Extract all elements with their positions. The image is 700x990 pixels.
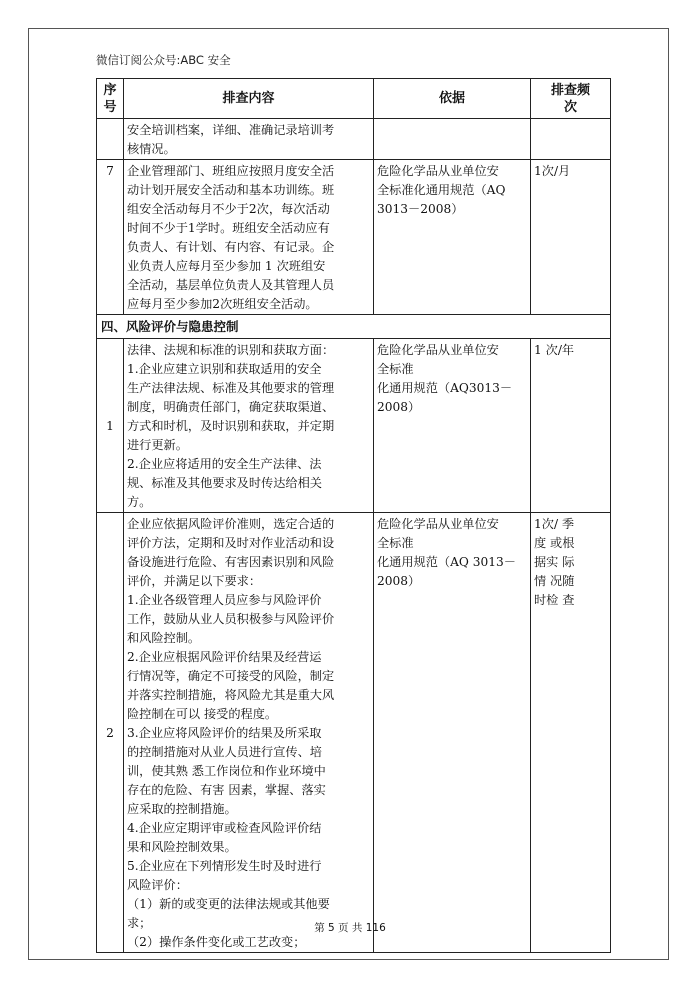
- content-line: 负责人、有计划、有内容、有记录。企: [127, 240, 335, 254]
- content-line: 险控制在可以 接受的程度。: [127, 707, 278, 721]
- column-header-frequency: 排查频 次: [531, 79, 611, 119]
- cell-basis: [374, 119, 531, 160]
- content-line: 应每月至少参加2次班组安全活动。: [127, 297, 318, 311]
- cell-number: 7: [97, 160, 124, 315]
- section-row: [97, 315, 611, 339]
- content-line: 方。: [127, 495, 152, 509]
- cell-number: 2: [97, 513, 124, 953]
- content-line: 业负责人应每月至少参加 1 次班组安: [127, 259, 326, 273]
- page-header: 微信订阅公众号:ABC 安全: [96, 53, 231, 67]
- column-header-basis: 依据: [374, 79, 531, 119]
- frequency-line: 度 或根: [534, 536, 575, 550]
- cell-basis: [374, 160, 531, 315]
- basis-line: 2008）: [377, 400, 421, 414]
- cell-content: [124, 160, 374, 315]
- frequency-line: 1次/ 季: [534, 517, 575, 531]
- content-line: 果和风险控制效果。: [127, 840, 237, 854]
- content-line: 2.企业应将适用的安全生产法律、法: [127, 457, 322, 471]
- content-line: 方式和时机，及时识别和获取，并定期: [127, 419, 335, 433]
- content-line: 工作，鼓励从业人员积极参与风险评价: [127, 612, 335, 626]
- content-line: 存在的危险、有害 因素，掌握、落实: [127, 783, 326, 797]
- content-line: 2.企业应根据风险评价结果及经营运: [127, 650, 322, 664]
- basis-line: 危险化学品从业单位安: [377, 517, 499, 531]
- cell-frequency: [531, 160, 611, 315]
- content-line: 风险评价：: [127, 878, 188, 892]
- basis-line: 全标准化通用规范（AQ: [377, 183, 506, 197]
- content-line: 5.企业应在下列情形发生时及时进行: [127, 859, 322, 873]
- basis-line: 全标准: [377, 362, 414, 376]
- basis-line: 2008）: [377, 574, 421, 588]
- content-line: 进行更新。: [127, 438, 188, 452]
- content-line: 时间不少于1学时。班组安全活动应有: [127, 221, 330, 235]
- basis-line: 化通用规范（AQ 3013－: [377, 555, 516, 569]
- cell-frequency: [531, 339, 611, 513]
- content-line: 动计划开展安全活动和基本功训练。班: [127, 183, 335, 197]
- page-footer: 第 5 页 共 116: [314, 922, 386, 934]
- content-line: 备设施进行危险、有害因素识别和风险: [127, 555, 335, 569]
- content-line: 1.企业应建立识别和获取适用的安全: [127, 362, 322, 376]
- content-line: 和风险控制。: [127, 631, 201, 645]
- content-line: 安全培训档案，详细、准确记录培训考: [127, 123, 335, 137]
- content-line: 生产法律法规、标准及其他要求的管理: [127, 381, 335, 395]
- content-line: 1.企业各级管理人员应参与风险评价: [127, 593, 322, 607]
- table-row: [97, 339, 611, 513]
- content-line: 行情况等，确定不可接受的风险，制定: [127, 669, 335, 683]
- content-line: 全活动，基层单位负责人及其管理人员: [127, 278, 335, 292]
- basis-line: 危险化学品从业单位安: [377, 164, 499, 178]
- cell-basis: [374, 513, 531, 953]
- content-line: 组安全活动每月不少于2次，每次活动: [127, 202, 330, 216]
- content-line: （1）新的或变更的法律法规或其他要: [127, 897, 330, 911]
- content-line: （2）操作条件变化或工艺改变；: [127, 935, 306, 949]
- basis-line: 危险化学品从业单位安: [377, 343, 499, 357]
- inspection-table: [96, 78, 611, 953]
- section-title: 四、风险评价与隐患控制: [97, 315, 611, 339]
- content-line: 的控制措施对从业人员进行宣传、培: [127, 745, 322, 759]
- cell-number: [97, 119, 124, 160]
- table-row: [97, 160, 611, 315]
- column-header-content: 排查内容: [124, 79, 374, 119]
- content-line: 并落实控制措施，将风险尤其是重大风: [127, 688, 335, 702]
- content-line: 企业管理部门、班组应按照月度安全活: [127, 164, 335, 178]
- frequency-line: 1 次/年: [534, 343, 575, 357]
- content-line: 训，使其熟 悉工作岗位和作业环境中: [127, 764, 326, 778]
- cell-basis: [374, 339, 531, 513]
- content-line: 规、标准及其他要求及时传达给相关: [127, 476, 322, 490]
- content-line: 求；: [127, 916, 152, 930]
- content-line: 评价方法，定期和及时对作业活动和设: [127, 536, 335, 550]
- table-header-row: [97, 79, 611, 119]
- frequency-line: 1次/月: [534, 164, 571, 178]
- content-line: 评价，并满足以下要求：: [127, 574, 262, 588]
- content-line: 3.企业应将风险评价的结果及所采取: [127, 726, 322, 740]
- column-header-number: 序 号: [97, 79, 124, 119]
- cell-content: [124, 513, 374, 953]
- content-line: 4.企业应定期评审或检查风险评价结: [127, 821, 322, 835]
- table-row: [97, 513, 611, 953]
- cell-number: 1: [97, 339, 124, 513]
- cell-content: [124, 339, 374, 513]
- content-line: 制度，明确责任部门，确定获取渠道、: [127, 400, 335, 414]
- frequency-line: 时检 查: [534, 593, 575, 607]
- frequency-line: 据实 际: [534, 555, 575, 569]
- content-line: 法律、法规和标准的识别和获取方面：: [127, 343, 335, 357]
- basis-line: 化通用规范（AQ3013－: [377, 381, 513, 395]
- cell-frequency: [531, 119, 611, 160]
- cell-content: [124, 119, 374, 160]
- cell-frequency: [531, 513, 611, 953]
- content-line: 企业应依据风险评价准则，选定合适的: [127, 517, 335, 531]
- content-line: 应采取的控制措施。: [127, 802, 237, 816]
- table-row: [97, 119, 611, 160]
- content-line: 核情况。: [127, 142, 176, 156]
- basis-line: 3013－2008）: [377, 202, 464, 216]
- frequency-line: 情 况随: [534, 574, 575, 588]
- basis-line: 全标准: [377, 536, 414, 550]
